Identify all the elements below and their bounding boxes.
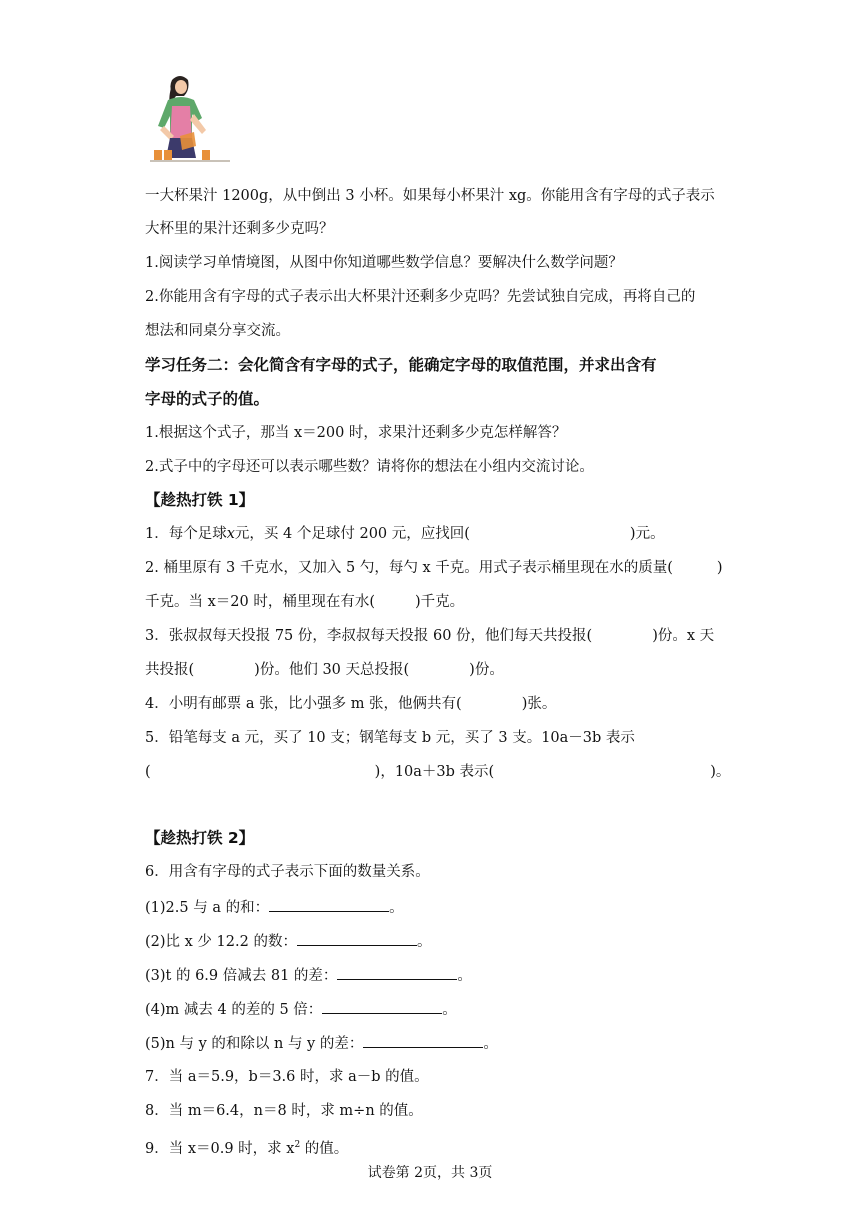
answer-line [269,897,389,912]
practice1-problem-3b: 共投报( )份。他们 30 天总投报( )份。 [145,662,504,678]
practice2-sub-4: (4)m 减去 4 的差的 5 倍： 。 [145,999,457,1020]
practice2-sub-1: (1)2.5 与 a 的和： 。 [145,897,404,918]
task2-title-a: 学习任务二：会化简含有字母的式子，能确定字母的取值范围，并求出含有 [145,356,657,374]
answer-line [322,999,442,1014]
practice1-heading: 【趁热打铁 1】 [145,491,255,509]
intro-question-2b: 想法和同桌分享交流。 [145,323,290,339]
practice2-question-6: 6．用含有字母的式子表示下面的数量关系。 [145,864,430,880]
intro-question-2a: 2.你能用含有字母的式子表示出大杯果汁还剩多少克吗？先尝试独自完成，再将自己的 [145,289,696,305]
answer-line [297,931,417,946]
practice2-sub-2: (2)比 x 少 12.2 的数： 。 [145,931,431,952]
task2-question-1: 1.根据这个式子，那当 x＝200 时，求果汁还剩多少克怎样解答？ [145,425,567,441]
intro-line-2: 大杯里的果汁还剩多少克吗？ [145,221,334,237]
task2-question-2: 2.式子中的字母还可以表示哪些数？请将你的想法在小组内交流讨论。 [145,459,594,475]
intro-line-1: 一大杯果汁 1200g，从中倒出 3 小杯。如果每小杯果汁 xg。你能用含有字母的式子表示 [145,188,715,204]
practice2-question-9: 9．当 x＝0.9 时，求 $x^2$ 的值。 [145,1140,349,1157]
answer-line [363,1033,483,1048]
practice2-sub-3: (3)t 的 6.9 倍减去 81 的差： 。 [145,965,472,986]
woman-pouring-juice-illustration [150,74,230,166]
practice1-problem-2a: 2. 桶里原有 3 千克水，又加入 5 勺，每勺 x 千克。用式子表示桶里现在水的质量( ) [145,560,723,576]
practice1-problem-5b: ( )，10a＋3b 表示( )。 [145,764,731,780]
practice2-question-7: 7．当 a＝5.9，b＝3.6 时，求 a－b 的值。 [145,1069,429,1085]
practice1-problem-2b: 千克。当 x＝20 时，桶里现在有水( )千克。 [145,594,465,610]
practice1-problem-3a: 3．张叔叔每天投报 75 份，李叔叔每天投报 60 份，他们每天共投报( )份。x 天 [145,628,715,644]
practice1-problem-4: 4．小明有邮票 a 张，比小强多 m 张，他俩共有( )张。 [145,696,557,712]
practice1-problem-5a: 5．铅笔每支 a 元，买了 10 支；钢笔每支 b 元，买了 3 支。10a－3b 表示 [145,730,635,746]
intro-question-1: 1.阅读学习单情境图，从图中你知道哪些数学信息？要解决什么数学问题？ [145,255,623,271]
answer-line [337,965,457,980]
practice2-heading: 【趁热打铁 2】 [145,829,255,847]
practice2-question-8: 8．当 m＝6.4，n＝8 时，求 m÷n 的值。 [145,1103,423,1119]
practice2-sub-5: (5)n 与 y 的和除以 n 与 y 的差： 。 [145,1033,498,1054]
page-footer: 试卷第 2页，共 3页 [367,1165,493,1181]
practice1-problem-1: 1．每个足球x元，买 4 个足球付 200 元，应找回( )元。 [145,526,665,542]
task2-title-b: 字母的式子的值。 [145,390,270,408]
